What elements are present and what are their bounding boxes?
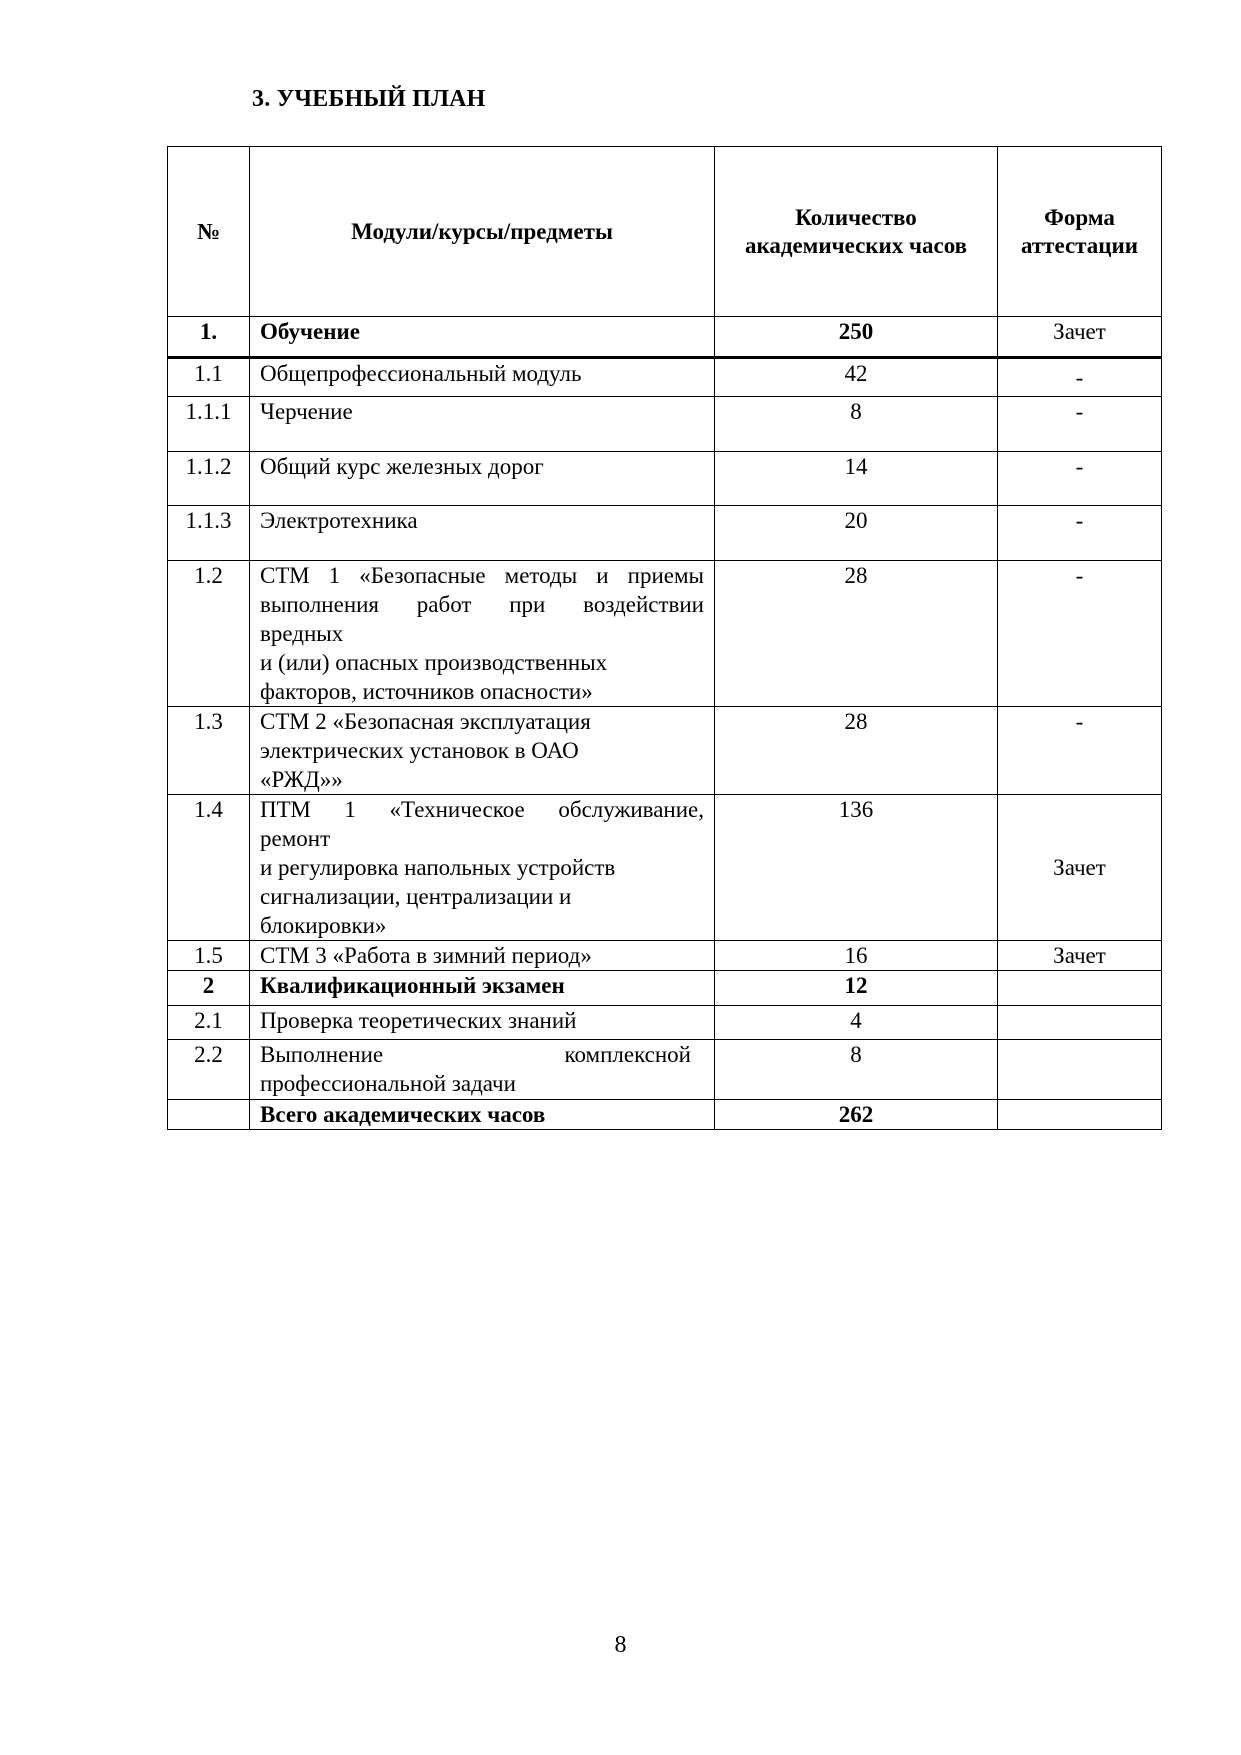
row-name: Общепрофессиональный модуль xyxy=(250,358,715,397)
row-attestation: - xyxy=(998,452,1162,506)
table-row xyxy=(168,1006,1162,1040)
row-name-line: блокировки» xyxy=(260,913,387,938)
row-num: 1.1 xyxy=(168,358,250,397)
header-attestation-line1: Форма xyxy=(1044,204,1115,230)
row-hours: 20 xyxy=(715,506,998,561)
row-hours: 42 xyxy=(715,358,998,397)
row-name: Квалификационный экзамен xyxy=(250,971,715,1006)
table-header-row xyxy=(168,147,1162,317)
header-hours-line1: Количество xyxy=(795,204,917,230)
row-num xyxy=(168,1100,250,1130)
row-name-line: выполнения работ при воздействии xyxy=(260,592,704,617)
table-row xyxy=(168,971,1162,1006)
table-row xyxy=(168,452,1162,506)
row-num: 1.5 xyxy=(168,941,250,971)
row-hours: 28 xyxy=(715,561,998,707)
header-hours xyxy=(715,147,998,317)
curriculum-table xyxy=(167,146,1162,1130)
row-name: СТМ 3 «Работа в зимний период» xyxy=(250,941,715,971)
row-num: 2.2 xyxy=(168,1040,250,1100)
row-name-line: СТМ 2 «Безопасная эксплуатация xyxy=(260,709,591,734)
row-name: Общий курс железных дорог xyxy=(250,452,715,506)
row-attestation xyxy=(998,1006,1162,1040)
page-number: 8 xyxy=(614,1632,627,1658)
table-row xyxy=(168,941,1162,971)
table-row xyxy=(168,707,1162,795)
row-name-line: профессиональной задачи xyxy=(260,1071,516,1096)
row-hours: 8 xyxy=(715,397,998,452)
table-row xyxy=(168,561,1162,707)
section-title: 3. УЧЕБНЫЙ ПЛАН xyxy=(252,86,486,112)
row-attestation: - xyxy=(998,707,1162,795)
row-hours: 262 xyxy=(715,1100,998,1130)
row-hours: 28 xyxy=(715,707,998,795)
row-hours: 4 xyxy=(715,1006,998,1040)
row-name: Всего академических часов xyxy=(250,1100,715,1130)
row-num: 1. xyxy=(168,317,250,358)
row-attestation xyxy=(998,971,1162,1006)
row-name xyxy=(250,707,715,795)
header-hours-line2: академических часов xyxy=(744,232,968,258)
row-attestation: Зачет xyxy=(998,941,1162,971)
table-row xyxy=(168,506,1162,561)
row-attestation: Зачет xyxy=(998,317,1162,358)
row-hours: 14 xyxy=(715,452,998,506)
row-name xyxy=(250,1040,715,1100)
row-hours: 136 xyxy=(715,795,998,941)
row-name xyxy=(250,561,715,707)
row-name: Обучение xyxy=(250,317,715,358)
table-row xyxy=(168,358,1162,397)
table-row xyxy=(168,795,1162,941)
row-attestation: - xyxy=(998,561,1162,707)
row-hours: 250 xyxy=(715,317,998,358)
row-attestation: - xyxy=(998,397,1162,452)
header-num: № xyxy=(168,147,250,317)
row-name-line: и регулировка напольных устройств xyxy=(260,855,616,880)
row-name-line: сигнализации, централизации и xyxy=(260,884,572,909)
row-attestation xyxy=(998,1040,1162,1100)
row-attestation xyxy=(998,1100,1162,1130)
row-hours: 16 xyxy=(715,941,998,971)
row-num: 2 xyxy=(168,971,250,1006)
table-row xyxy=(168,397,1162,452)
row-attestation: - xyxy=(998,506,1162,561)
table-total-row xyxy=(168,1100,1162,1130)
header-attestation-line2: аттестации xyxy=(1020,232,1139,258)
table-row xyxy=(168,1040,1162,1100)
row-attestation: - xyxy=(998,358,1162,397)
row-name-line: ремонт xyxy=(260,826,331,851)
row-num: 1.3 xyxy=(168,707,250,795)
table-row xyxy=(168,317,1162,358)
row-hours: 8 xyxy=(715,1040,998,1100)
row-name-line: СТМ 1 «Безопасные методы и приемы xyxy=(260,563,704,588)
row-num: 1.1.1 xyxy=(168,397,250,452)
row-name xyxy=(250,795,715,941)
row-name-line: ПТМ 1 «Техническое обслуживание, xyxy=(260,797,704,822)
header-subject: Модули/курсы/предметы xyxy=(250,147,715,317)
row-attestation: Зачет xyxy=(998,795,1162,941)
row-num: 2.1 xyxy=(168,1006,250,1040)
row-name-line: «РЖД»» xyxy=(260,767,343,792)
row-name: Электротехника xyxy=(250,506,715,561)
row-name-line: Выполнение комплексной xyxy=(260,1042,691,1067)
row-num: 1.1.3 xyxy=(168,506,250,561)
header-attestation xyxy=(998,147,1162,317)
row-num: 1.4 xyxy=(168,795,250,941)
row-num: 1.1.2 xyxy=(168,452,250,506)
row-hours: 12 xyxy=(715,971,998,1006)
row-name-line: вредных xyxy=(260,621,344,646)
row-name: Черчение xyxy=(250,397,715,452)
row-name-line: и (или) опасных производственных xyxy=(260,650,608,675)
row-name-line: электрических установок в ОАО xyxy=(260,738,579,763)
row-num: 1.2 xyxy=(168,561,250,707)
row-name-line: факторов, источников опасности» xyxy=(260,679,593,704)
row-name: Проверка теоретических знаний xyxy=(250,1006,715,1040)
